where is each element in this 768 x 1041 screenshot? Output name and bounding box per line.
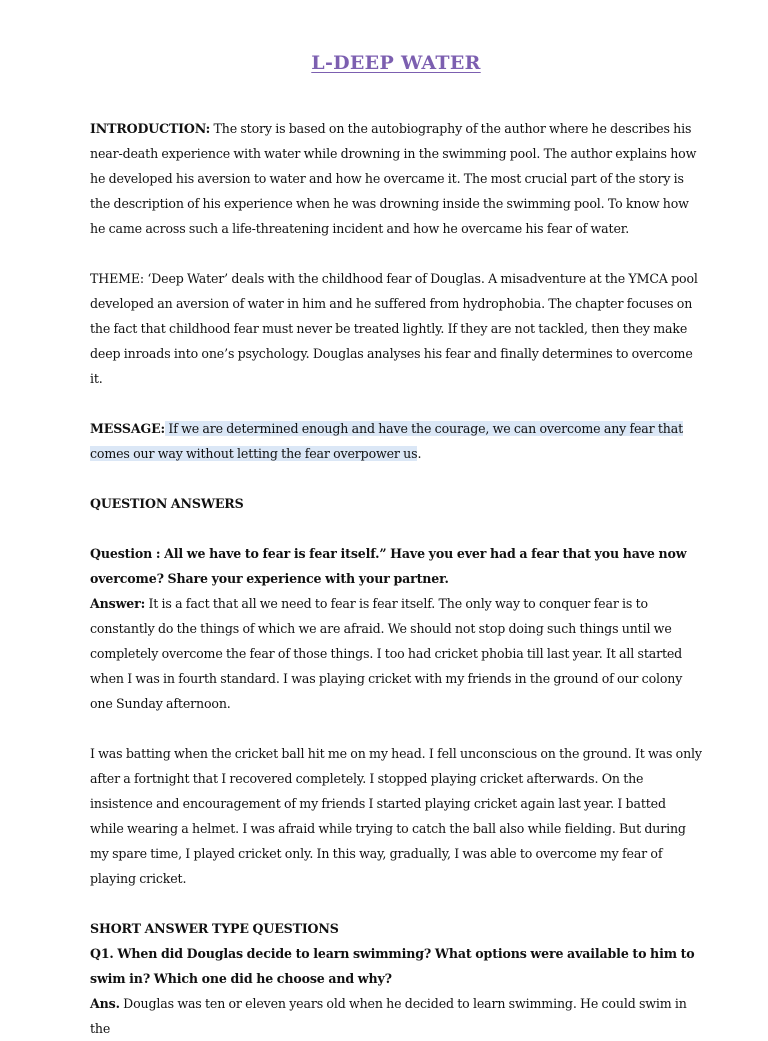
question-text: Question : All we have to fear is fear itself.” Have you ever had a fear that you have now overcome? Share your experience with your partner. bbox=[90, 546, 687, 586]
theme-paragraph: THEME: ‘Deep Water’ deals with the childhood fear of Douglas. A misadventure at the YMCA pool developed an aversion of water in him and he suffered from hydrophobia. The chapter focuses on the fact that childhood fear must never be treated lightly. If they are not tackled, then they make deep inroads into one’s psychology. Douglas analyses his fear and finally determines to overcome it. bbox=[90, 271, 698, 386]
question-answers-heading: QUESTION ANSWERS bbox=[90, 496, 244, 511]
answer-paragraph bbox=[90, 591, 702, 716]
message-paragraph bbox=[90, 416, 702, 466]
introduction-text: The story is based on the autobiography of the author where he describes his near-death experience with water while drowning in the swimming pool. The author explains how he developed his aversion to water and how he overcame it. The most crucial part of the story is the description of his experience when he was drowning inside the swimming pool. To know how he came across such a life-threatening incident and how he overcame his fear of water. bbox=[90, 121, 697, 236]
answer-text: It is a fact that all we need to fear is fear itself. The only way to conquer fear is to constantly do the things of which we are afraid. We should not stop doing such things until we completely overcome the fear of those things. I too had cricket phobia till last year. It all started when I was in fourth standard. I was playing cricket with my friends in the ground of our colony one Sunday afternoon. bbox=[90, 596, 683, 711]
q1-answer-label: Ans. bbox=[90, 996, 120, 1011]
q1-text: Q1. When did Douglas decide to learn swimming? What options were available to him to swim in? Which one did he choose and why? bbox=[90, 946, 695, 986]
q1-answer-text: Douglas was ten or eleven years old when he decided to learn swimming. He could swim in the bbox=[90, 996, 687, 1036]
message-highlighted-text: If we are determined enough and have the courage, we can overcome any fear that comes our way without letting the fear overpower us bbox=[90, 421, 684, 461]
page-title: L-DEEP WATER bbox=[311, 52, 481, 74]
message-label: MESSAGE: bbox=[90, 421, 166, 436]
message-end: . bbox=[417, 446, 422, 461]
introduction-label: INTRODUCTION: bbox=[90, 121, 211, 136]
q1-answer-paragraph bbox=[90, 991, 702, 1041]
introduction-paragraph bbox=[90, 116, 702, 241]
answer-paragraph-2: I was batting when the cricket ball hit me on my head. I fell unconscious on the ground. It was only after a fortnight that I recovered completely. I stopped playing cricket afterwards. On the insistence and encouragement of my friends I started playing cricket again last year. I batted while wearing a helmet. I was afraid while trying to catch the ball also while fielding. But during my spare time, I played cricket only. In this way, gradually, I was able to overcome my fear of playing cricket. bbox=[90, 746, 702, 886]
answer-label: Answer: bbox=[90, 596, 146, 611]
short-answer-heading: SHORT ANSWER TYPE QUESTIONS bbox=[90, 921, 339, 936]
